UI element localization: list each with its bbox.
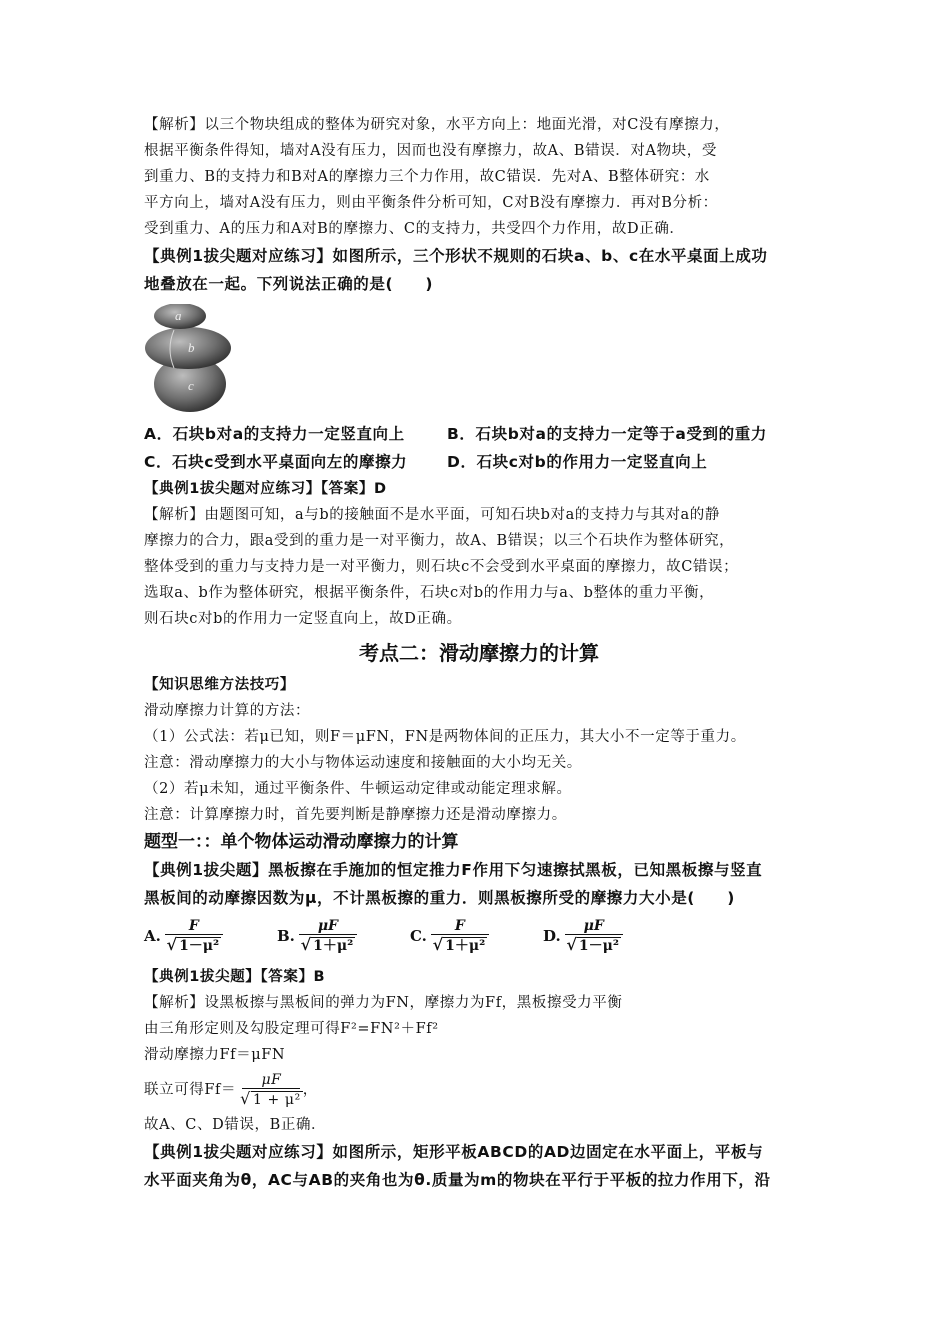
question-line: 地叠放在一起。下列说法正确的是( ) <box>144 275 434 293</box>
analysis-line: 由三角形定则及勾股定理可得F²=FN²＋Ff² <box>144 1021 439 1037</box>
option-a: A．石块b对a的支持力一定竖直向上 <box>144 425 405 443</box>
option-d: D．石块c对b的作用力一定竖直向上 <box>447 453 708 471</box>
stone-label-a: a <box>175 308 182 323</box>
document-page <box>144 112 814 1194</box>
question-line: 【典例1拔尖题对应练习】如图所示，矩形平板ABCD的AD边固定在水平面上，平板与 <box>144 1143 764 1161</box>
knowledge-line: （2）若μ未知，通过平衡条件、牛顿运动定律或动能定理求解。 <box>144 781 572 797</box>
knowledge-line: 滑动摩擦力计算的方法： <box>144 703 311 719</box>
formula-option-c: C. F √ 1＋μ² <box>410 918 543 954</box>
stone-label-b: b <box>188 340 195 355</box>
knowledge-heading: 【知识思维方法技巧】 <box>144 677 295 693</box>
option-c: C．石块c受到水平桌面向左的摩擦力 <box>144 453 408 471</box>
stacked-stones-figure <box>144 304 236 414</box>
result-formula-line: 联立可得Ff＝ μF √ 1 + μ² ， <box>144 1072 318 1108</box>
knowledge-line: （1）公式法：若μ已知，则F＝μFN，FN是两物体间的正压力，其大小不一定等于重力。 <box>144 729 746 745</box>
question-line: 水平面夹角为θ，AC与AB的夹角也为θ.质量为m的物块在平行于平板的拉力作用下，沿 <box>144 1171 771 1189</box>
analysis-line: 【解析】由题图可知，a与b的接触面不是水平面，可知石块b对a的支持力与其对a的静 <box>144 507 720 523</box>
analysis-line: 受到重力、A的压力和A对B的摩擦力、C的支持力，共受四个力作用，故D正确． <box>144 221 685 237</box>
knowledge-line: 注意：计算摩擦力时，首先要判断是静摩擦力还是滑动摩擦力。 <box>144 807 567 823</box>
question-line: 【典例1拔尖题】黑板擦在手施加的恒定推力F作用下匀速擦拭黑板，已知黑板擦与竖直 <box>144 861 763 879</box>
analysis-line: 故A、C、D错误，B正确． <box>144 1117 327 1133</box>
analysis-line: 则石块c对b的作用力一定竖直向上，故D正确。 <box>144 611 462 627</box>
knowledge-line: 注意：滑动摩擦力的大小与物体运动速度和接触面的大小均无关。 <box>144 755 582 771</box>
stone-label-c: c <box>188 378 194 393</box>
analysis-line: 摩擦力的合力，跟a受到的重力是一对平衡力，故A、B错误；以三个石块作为整体研究， <box>144 533 735 549</box>
analysis-line: 根据平衡条件得知，墙对A没有压力，因而也没有摩擦力，故A、B错误．对A物块，受 <box>144 143 717 159</box>
analysis-line: 滑动摩擦力Ff＝μFN <box>144 1047 286 1063</box>
formula-option-b: B. μF √ 1＋μ² <box>277 918 410 954</box>
section-title: 考点二：滑动摩擦力的计算 <box>359 641 599 665</box>
analysis-line: 平方向上，墙对A没有压力，则由平衡条件分析可知，C对B没有摩擦力．再对B分析： <box>144 195 718 211</box>
question-line: 【典例1拔尖题对应练习】如图所示，三个形状不规则的石块a、b、c在水平桌面上成功 <box>144 247 768 265</box>
answer-line: 【典例1拔尖题对应练习】【答案】D <box>144 481 387 497</box>
question-line: 黑板间的动摩擦因数为μ，不计黑板擦的重力．则黑板擦所受的摩擦力大小是( ) <box>144 889 735 907</box>
analysis-line: 【解析】设黑板擦与黑板间的弹力为FN，摩擦力为Ff，黑板擦受力平衡 <box>144 995 623 1011</box>
option-b: B．石块b对a的支持力一定等于a受到的重力 <box>447 425 767 443</box>
options-row-2 <box>144 448 814 476</box>
formula-option-d: D. μF √ 1－μ² <box>543 918 676 954</box>
options-row-1 <box>144 420 814 448</box>
analysis-line: 到重力、B的支持力和B对A的摩擦力三个力作用，故C错误．先对A、B整体研究：水 <box>144 169 710 185</box>
analysis-line: 【解析】以三个物块组成的整体为研究对象，水平方向上：地面光滑，对C没有摩擦力， <box>144 117 730 133</box>
formula-options <box>144 918 814 954</box>
type-title: 题型一：：单个物体运动滑动摩擦力的计算 <box>144 832 459 852</box>
answer-line: 【典例1拔尖题】【答案】B <box>144 969 326 985</box>
formula-option-a: A. F √ 1－μ² <box>144 918 277 954</box>
analysis-line: 选取a、b作为整体研究，根据平衡条件，石块c对b的作用力与a、b整体的重力平衡， <box>144 585 715 601</box>
analysis-line: 整体受到的重力与支持力是一对平衡力，则石块c不会受到水平桌面的摩擦力，故C错误； <box>144 559 739 575</box>
